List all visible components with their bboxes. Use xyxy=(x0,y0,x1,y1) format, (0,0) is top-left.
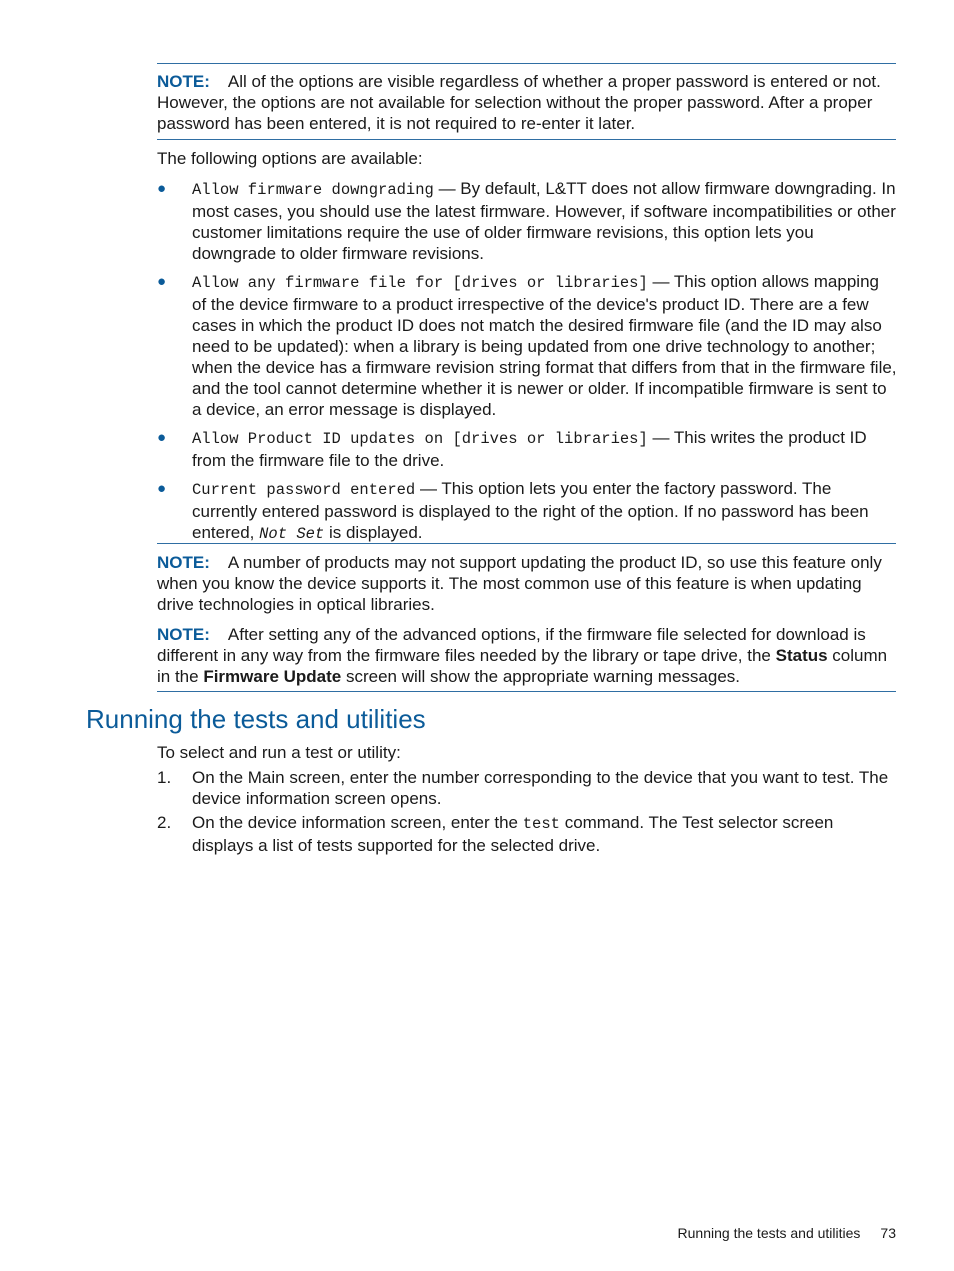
options-list xyxy=(157,178,897,552)
status-term: Status xyxy=(775,646,828,665)
section-intro: To select and run a test or utility: xyxy=(157,743,401,762)
option-code: Allow any firmware file for [drives or libraries] xyxy=(192,274,648,292)
bullet-icon: ● xyxy=(157,429,167,446)
page-footer xyxy=(678,1223,896,1244)
option-code-italic: Not Set xyxy=(259,525,325,543)
bullet-icon: ● xyxy=(157,273,167,290)
note-label: NOTE: xyxy=(157,553,210,572)
list-item xyxy=(157,812,897,856)
note-text: After setting any of the advanced options, if the firmware file selected for download is different in any way from the firmware files needed by the library or tape drive, the xyxy=(157,625,866,665)
note-product-id xyxy=(157,552,897,615)
note-bottom-rule xyxy=(157,139,896,140)
step-number: 1. xyxy=(157,768,172,787)
step-number: 2. xyxy=(157,813,172,832)
list-item xyxy=(157,478,897,545)
option-text-end: is displayed. xyxy=(324,523,423,542)
option-text: — This option allows mapping of the device firmware to a product irrespective of the device's product ID. There are a few cases in which the product ID does not match the desired firmware file (and the ID may also need to be updated): when a library is being updated from one drive technology to another; when the device has a firmware revision string format that differs from that in the firmware file, and the tool cannot determine whether it is newer or older. If incompatible firmware is sent to a device, an error message is displayed. xyxy=(192,272,897,419)
steps-list xyxy=(157,767,897,859)
option-code: Allow Product ID updates on [drives or libraries] xyxy=(192,430,648,448)
footer-title: Running the tests and utilities xyxy=(677,1225,861,1241)
option-text: — This option lets you enter the factory password. The currently entered password is displayed to the right of the option. If no password has been entered, xyxy=(192,479,869,542)
option-text: — By default, L&TT does not allow firmware downgrading. In most cases, you should use the latest firmware. However, if software incompatibilities or other customer limitations require the use of older firmware revisions, this option lets you downgrade to older firmware revisions. xyxy=(192,179,896,263)
list-item xyxy=(157,271,897,420)
list-item xyxy=(157,767,897,809)
options-intro: The following options are available: xyxy=(157,149,423,168)
step-text: On the device information screen, enter the xyxy=(192,813,523,832)
note-text: column in the xyxy=(157,646,888,686)
firmware-update-term: Firmware Update xyxy=(203,667,342,686)
note-top-rule xyxy=(157,543,896,544)
bullet-icon: ● xyxy=(157,180,167,197)
step-code: test xyxy=(522,815,560,833)
note-password xyxy=(157,71,897,134)
option-code: Current password entered xyxy=(192,481,416,499)
list-item xyxy=(157,427,897,471)
step-text: command. The Test selector screen displays a list of tests supported for the selected drive. xyxy=(192,813,834,855)
note-label: NOTE: xyxy=(157,625,210,644)
option-code: Allow firmware downgrading xyxy=(192,181,434,199)
list-item xyxy=(157,178,897,264)
note-text: screen will show the appropriate warning messages. xyxy=(341,667,741,686)
note-text: A number of products may not support updating the product ID, so use this feature only when you know the device supports it. The most common use of this feature is when updating drive technologies in optical libraries. xyxy=(157,553,882,614)
step-text: On the Main screen, enter the number corresponding to the device that you want to test. The device information screen opens. xyxy=(192,768,889,808)
note-label: NOTE: xyxy=(157,72,210,91)
option-text: — This writes the product ID from the firmware file to the drive. xyxy=(192,428,867,470)
note-top-rule xyxy=(157,63,896,64)
note-advanced-options xyxy=(157,624,897,687)
page-number: 73 xyxy=(880,1225,896,1241)
note-bottom-rule xyxy=(157,691,896,692)
bullet-icon: ● xyxy=(157,480,167,497)
section-heading: Running the tests and utilities xyxy=(86,704,426,734)
note-text: All of the options are visible regardless of whether a proper password is entered or not. However, the options are not available for selection without the proper password. After a proper password has been entered, it is not required to re-enter it later. xyxy=(157,72,881,133)
